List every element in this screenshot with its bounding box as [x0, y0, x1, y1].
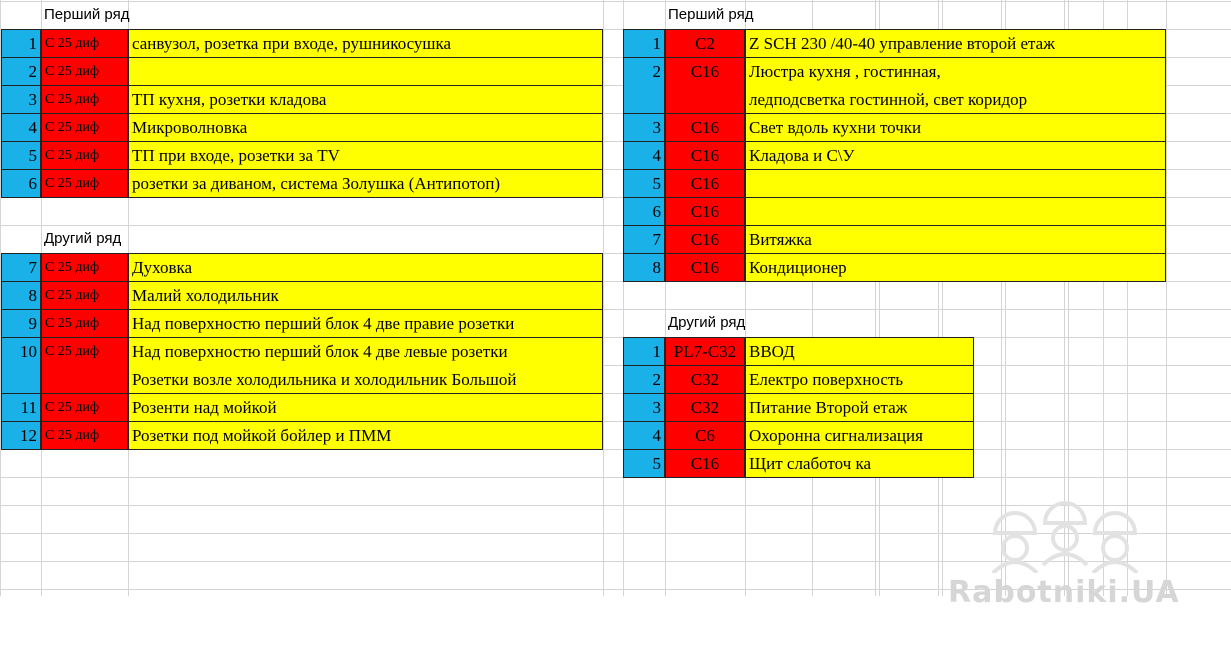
breaker-rating-right-row1[interactable]: C16 — [665, 57, 745, 114]
description-line: Розенти над мойкой — [132, 398, 277, 417]
breaker-rating-right-row2[interactable]: C16 — [665, 449, 745, 478]
circuit-description-right-row1[interactable] — [745, 141, 1166, 170]
circuit-number-left-row1[interactable]: 1 — [1, 29, 41, 58]
circuit-description-left-row2[interactable] — [128, 281, 603, 310]
breaker-rating-right-row1[interactable]: C16 — [665, 197, 745, 226]
circuit-number-right-row1[interactable]: 8 — [623, 253, 665, 282]
circuit-description-right-row1[interactable] — [745, 57, 1166, 114]
circuit-number-left-row2[interactable]: 11 — [1, 393, 41, 422]
circuit-number-left-row1[interactable]: 3 — [1, 85, 41, 114]
circuit-description-left-row1[interactable] — [128, 85, 603, 114]
circuit-number-left-row2[interactable]: 7 — [1, 253, 41, 282]
circuit-number-left-row2[interactable]: 12 — [1, 421, 41, 450]
circuit-description-right-row1[interactable] — [745, 253, 1166, 282]
description-line: ТП кухня, розетки кладова — [132, 90, 327, 109]
breaker-rating-left-row2[interactable]: С 25 диф — [41, 253, 128, 282]
description-line: ледподсветка гостинной, свет коридор — [749, 90, 1028, 109]
circuit-number-left-row2[interactable]: 8 — [1, 281, 41, 310]
circuit-description-right-row2[interactable] — [745, 449, 974, 478]
circuit-description-right-row2[interactable] — [745, 421, 974, 450]
caption-left-row1: Перший ряд — [44, 6, 130, 23]
description-line: Люстра кухня , гостинная, — [749, 62, 941, 81]
breaker-rating-left-row2[interactable]: С 25 диф — [41, 421, 128, 450]
description-line: Духовка — [132, 258, 193, 277]
circuit-number-left-row1[interactable]: 4 — [1, 113, 41, 142]
circuit-description-left-row2[interactable] — [128, 393, 603, 422]
description-line: Микроволновка — [132, 118, 248, 137]
circuit-description-right-row1[interactable] — [745, 197, 1166, 226]
circuit-description-left-row1[interactable] — [128, 141, 603, 170]
circuit-description-left-row1[interactable] — [128, 57, 603, 86]
circuit-number-right-row1[interactable]: 4 — [623, 141, 665, 170]
circuit-description-right-row1[interactable] — [745, 169, 1166, 198]
circuit-description-left-row2[interactable] — [128, 337, 603, 394]
breaker-rating-right-row1[interactable]: C16 — [665, 225, 745, 254]
description-line: Z SCH 230 /40-40 управление второй етаж — [749, 34, 1055, 53]
circuit-number-left-row2[interactable]: 9 — [1, 309, 41, 338]
circuit-number-left-row2[interactable]: 10 — [1, 337, 41, 394]
circuit-description-right-row2[interactable] — [745, 365, 974, 394]
breaker-rating-left-row2[interactable]: С 25 диф — [41, 309, 128, 338]
breaker-rating-left-row2[interactable]: С 25 диф — [41, 393, 128, 422]
breaker-rating-right-row2[interactable]: C32 — [665, 393, 745, 422]
watermark-logo: Rabotniki.UA — [948, 575, 1180, 610]
description-line: Розетки под мойкой бойлер и ПММ — [132, 426, 392, 445]
breaker-rating-left-row1[interactable]: С 25 диф — [41, 85, 128, 114]
hardhat-workers-icon — [985, 493, 1145, 573]
circuit-description-right-row2[interactable] — [745, 393, 974, 422]
circuit-number-right-row1[interactable]: 2 — [623, 57, 665, 114]
description-line: Охоронна сигнализация — [749, 426, 923, 445]
circuit-number-right-row1[interactable]: 3 — [623, 113, 665, 142]
breaker-rating-right-row1[interactable]: C2 — [665, 29, 745, 58]
breaker-rating-left-row1[interactable]: С 25 диф — [41, 169, 128, 198]
circuit-description-right-row2[interactable] — [745, 337, 974, 366]
circuit-description-left-row2[interactable] — [128, 253, 603, 282]
description-line: Малий холодильник — [132, 286, 279, 305]
circuit-number-left-row1[interactable]: 5 — [1, 141, 41, 170]
breaker-rating-right-row1[interactable]: C16 — [665, 169, 745, 198]
circuit-number-right-row1[interactable]: 7 — [623, 225, 665, 254]
circuit-description-left-row2[interactable] — [128, 309, 603, 338]
description-line: Питание Второй етаж — [749, 398, 908, 417]
breaker-rating-right-row1[interactable]: C16 — [665, 141, 745, 170]
circuit-number-right-row1[interactable]: 1 — [623, 29, 665, 58]
circuit-description-left-row1[interactable] — [128, 113, 603, 142]
circuit-number-right-row2[interactable]: 2 — [623, 365, 665, 394]
description-line: Витяжка — [749, 230, 812, 249]
description-line: Щит слаботоч ка — [749, 454, 872, 473]
description-line: Розетки возле холодильника и холодильник Большой — [132, 370, 517, 389]
breaker-rating-right-row2[interactable]: PL7-C32 — [665, 337, 745, 366]
breaker-rating-left-row1[interactable]: С 25 диф — [41, 57, 128, 86]
circuit-description-left-row1[interactable] — [128, 29, 603, 58]
breaker-rating-right-row2[interactable]: C32 — [665, 365, 745, 394]
circuit-number-right-row2[interactable]: 3 — [623, 393, 665, 422]
description-line: санвузол, розетка при входе, рушникосушка — [132, 34, 452, 53]
caption-right-row1: Перший ряд — [668, 6, 754, 23]
breaker-rating-left-row1[interactable]: С 25 диф — [41, 29, 128, 58]
description-line: розетки за диваном, система Золушка (Антипотоп) — [132, 174, 501, 193]
description-line: ВВОД — [749, 342, 795, 361]
description-line: Над поверхностю перший блок 4 две правие розетки — [132, 314, 515, 333]
circuit-description-left-row2[interactable] — [128, 421, 603, 450]
description-line: ТП при входе, розетки за TV — [132, 146, 340, 165]
circuit-number-left-row1[interactable]: 2 — [1, 57, 41, 86]
description-line: Над поверхностю перший блок 4 две левые розетки — [132, 342, 508, 361]
breaker-rating-left-row1[interactable]: С 25 диф — [41, 141, 128, 170]
breaker-rating-left-row1[interactable]: С 25 диф — [41, 113, 128, 142]
circuit-description-right-row1[interactable] — [745, 29, 1166, 58]
description-line: Кондиционер — [749, 258, 847, 277]
breaker-rating-left-row2[interactable]: С 25 диф — [41, 281, 128, 310]
caption-left-row2: Другий ряд — [44, 230, 122, 247]
circuit-description-left-row1[interactable] — [128, 169, 603, 198]
circuit-number-right-row1[interactable]: 5 — [623, 169, 665, 198]
breaker-rating-left-row2[interactable]: С 25 диф — [41, 337, 128, 394]
description-line: Кладова и С\У — [749, 146, 855, 165]
description-line: Електро поверхность — [749, 370, 904, 389]
circuit-number-right-row2[interactable]: 5 — [623, 449, 665, 478]
description-line: Свет вдоль кухни точки — [749, 118, 922, 137]
circuit-number-right-row1[interactable]: 6 — [623, 197, 665, 226]
circuit-description-right-row1[interactable] — [745, 225, 1166, 254]
circuit-number-right-row2[interactable]: 4 — [623, 421, 665, 450]
breaker-rating-right-row1[interactable]: C16 — [665, 113, 745, 142]
breaker-rating-right-row2[interactable]: C6 — [665, 421, 745, 450]
breaker-rating-right-row1[interactable]: C16 — [665, 253, 745, 282]
circuit-number-left-row1[interactable]: 6 — [1, 169, 41, 198]
circuit-number-right-row2[interactable]: 1 — [623, 337, 665, 366]
caption-right-row2: Другий ряд — [668, 314, 746, 331]
circuit-description-right-row1[interactable] — [745, 113, 1166, 142]
